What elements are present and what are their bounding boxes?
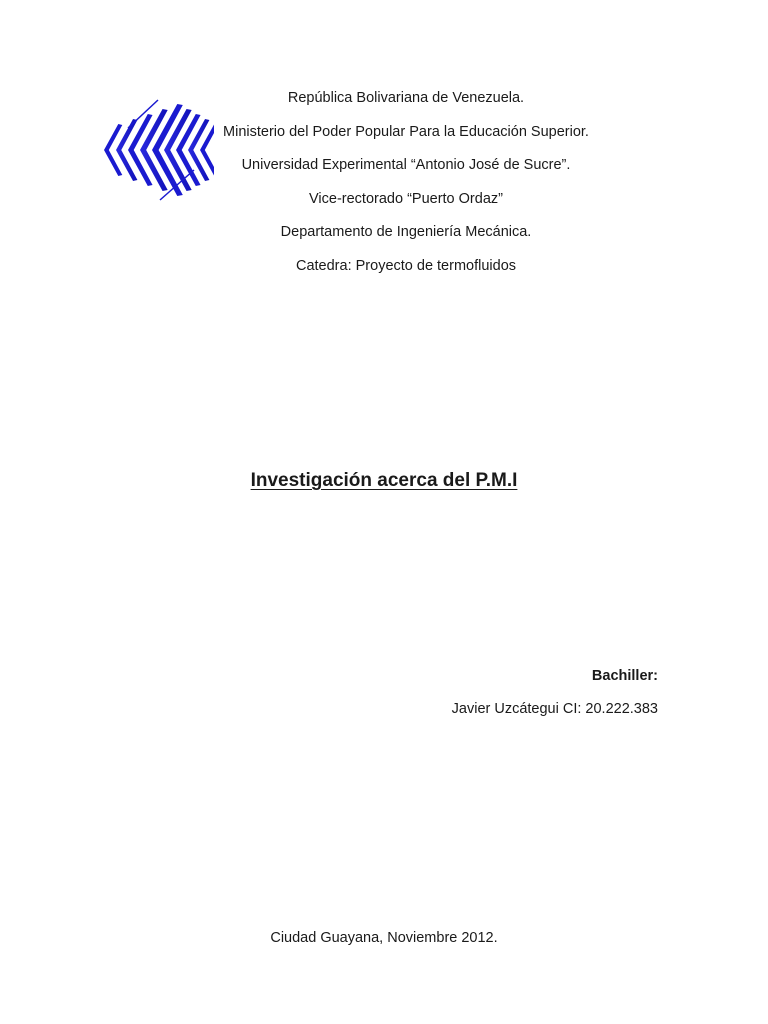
header-line-republic: República Bolivariana de Venezuela. bbox=[287, 90, 525, 106]
place-date: Ciudad Guayana, Noviembre 2012. bbox=[270, 930, 498, 946]
institution-header bbox=[196, 90, 616, 292]
header-line-ministry: Ministerio del Poder Popular Para la Educación Superior. bbox=[223, 123, 589, 140]
header-line-university: Universidad Experimental “Antonio José de Sucre”. bbox=[241, 157, 571, 174]
author-name: Javier Uzcátegui CI: 20.222.383 bbox=[451, 701, 658, 717]
author-block bbox=[452, 668, 658, 717]
header-line-vice-rectorate: Vice-rectorado “Puerto Ordaz” bbox=[309, 190, 503, 207]
header-line-course: Catedra: Proyecto de termofluidos bbox=[295, 257, 517, 274]
header-line-department: Departamento de Ingeniería Mecánica. bbox=[280, 224, 532, 241]
document-title: Investigación acerca del P.M.I bbox=[250, 470, 518, 491]
author-label: Bachiller: bbox=[591, 668, 658, 684]
